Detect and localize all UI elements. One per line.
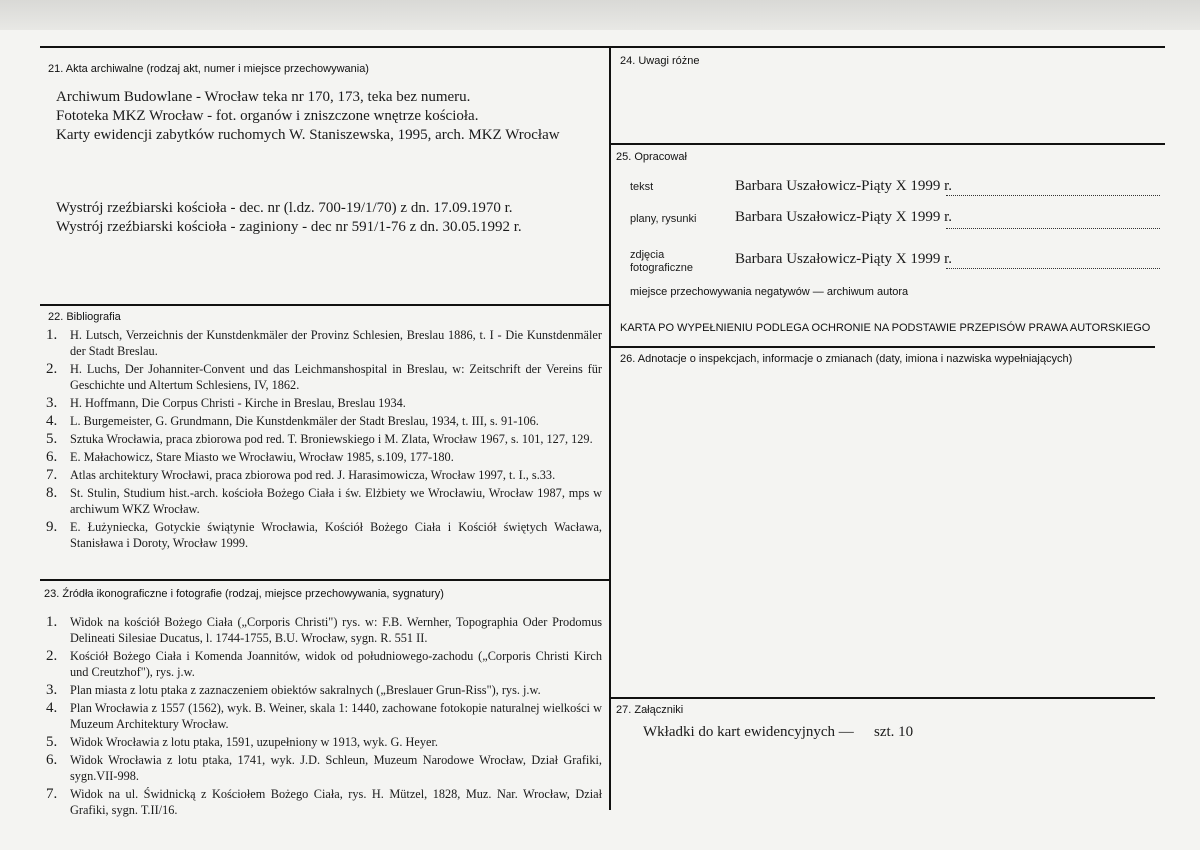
list-item: [46, 682, 602, 698]
list-item: [46, 614, 602, 646]
divider-25-26: [610, 346, 1155, 348]
author-row-value: Barbara Uszałowicz-Piąty X 1999 r.: [735, 251, 953, 267]
author-row-value: Barbara Uszałowicz-Piąty X 1999 r.: [735, 178, 953, 194]
divider-26-27: [610, 697, 1155, 699]
decision-line-1: Wystrój rzeźbiarski kościoła - dec. nr (l.dz. 700-19/1/70) z dn. 17.09.1970 r.: [56, 200, 513, 216]
list-item: [46, 449, 602, 465]
author-row-label: zdjęcia: [630, 249, 665, 261]
scanner-top-band: [0, 0, 1200, 31]
item-text: Sztuka Wrocławia, praca zbiorowa pod red. T. Broniewskiego i M. Zlata, Wrocław 1967, s. 101, 127, 129.: [70, 432, 593, 446]
column-divider: [609, 46, 611, 810]
item-number: 3.: [46, 395, 58, 411]
dotted-line: [946, 268, 1160, 269]
item-number: 1.: [46, 614, 58, 630]
section-23-header: 23. Źródła ikonograficzne i fotografie (rodzaj, miejsce przechowywania, sygnatury): [44, 588, 444, 600]
item-number: 8.: [46, 485, 58, 501]
author-row-text: [616, 178, 1160, 204]
attachments-count: szt. 10: [874, 724, 914, 740]
item-text: Widok na kościół Bożego Ciała („Corporis Christi") rys. w: F.B. Wernher, Topographia Oder Prodomus Delineati Silesiae Ducatus, l. 1744-1755, B.U. Wrocław, sygn. R. 551 II.: [70, 615, 602, 645]
item-text: Widok Wrocławia z lotu ptaka, 1741, wyk. J.D. Schleun, Muzeum Narodowe Wrocław, Dział Grafiki, sygn.VII-998.: [70, 753, 602, 783]
author-row-plans: [616, 209, 1160, 235]
item-number: 4.: [46, 700, 58, 716]
bibliography-list: [46, 327, 602, 553]
section-21-header: 21. Akta archiwalne (rodzaj akt, numer i miejsce przechowywania): [48, 63, 369, 75]
attachments-text: Wkładki do kart ewidencyjnych —: [643, 724, 854, 740]
section-22-header: 22. Bibliografia: [48, 311, 121, 323]
list-item: [46, 519, 602, 551]
item-text: Kościół Bożego Ciała i Komenda Joannitów, widok od południowego-zachodu („Corporis Christi Kirch und Creutzhof"), rys. j.w.: [70, 649, 602, 679]
item-text: Widok na ul. Świdnicką z Kościołem Bożego Ciała, rys. H. Mützel, 1828, Muz. Nar. Wrocław, Dział Grafiki, sygn. T.II/16.: [70, 787, 602, 817]
archive-line-1: Archiwum Budowlane - Wrocław teka nr 170, 173, teka bez numeru.: [56, 89, 471, 105]
author-row-label-2: fotograficzne: [630, 262, 693, 274]
item-number: 5.: [46, 431, 58, 447]
decision-line-2: Wystrój rzeźbiarski kościoła - zaginiony - dec nr 591/1-76 z dn. 30.05.1992 r.: [56, 219, 522, 235]
copyright-notice: KARTA PO WYPEŁNIENIU PODLEGA OCHRONIE NA PODSTAWIE PRZEPISÓW PRAWA AUTORSKIEGO: [620, 322, 1151, 334]
section-25-header: 25. Opracował: [616, 151, 687, 163]
author-row-label: tekst: [630, 181, 654, 193]
item-text: Plan miasta z lotu ptaka z zaznaczeniem obiektów sakralnych („Breslauer Grun-Riss"), rys. j.w.: [70, 683, 541, 697]
item-text: Atlas architektury Wrocławi, praca zbiorowa pod red. J. Harasimowicza, Wrocław 1997, t. I., s.33.: [70, 468, 556, 482]
author-row-value: Barbara Uszałowicz-Piąty X 1999 r.: [735, 209, 953, 225]
dotted-line: [946, 228, 1160, 229]
author-row-label: plany, rysunki: [630, 213, 697, 225]
item-number: 2.: [46, 361, 58, 377]
item-number: 5.: [46, 734, 58, 750]
iconography-list: [46, 614, 602, 820]
list-item: [46, 752, 602, 784]
item-number: 7.: [46, 467, 58, 483]
list-item: [46, 467, 602, 483]
section-27-header: 27. Załączniki: [616, 704, 684, 716]
item-number: 1.: [46, 327, 58, 343]
list-item: [46, 485, 602, 517]
dotted-line: [946, 195, 1160, 196]
list-item: [46, 648, 602, 680]
item-text: H. Lutsch, Verzeichnis der Kunstdenkmäler der Provinz Schlesien, Breslau 1886, t. I - Die Kunstdenmäler der Stadt Breslau.: [70, 328, 602, 358]
list-item: [46, 786, 602, 818]
list-item: [46, 327, 602, 359]
list-item: [46, 395, 602, 411]
divider-21-22: [40, 304, 610, 306]
item-number: 9.: [46, 519, 58, 535]
item-number: 4.: [46, 413, 58, 429]
divider-22-23: [40, 579, 610, 581]
divider-24-25: [610, 143, 1165, 145]
section-26-header: 26. Adnotacje o inspekcjach, informacje o zmianach (daty, imiona i nazwiska wypełniających): [620, 353, 1073, 365]
list-item: [46, 431, 602, 447]
item-number: 6.: [46, 449, 58, 465]
item-text: E. Małachowicz, Stare Miasto we Wrocławiu, Wrocław 1985, s.109, 177-180.: [70, 450, 454, 464]
item-number: 3.: [46, 682, 58, 698]
item-text: H. Hoffmann, Die Corpus Christi - Kirche in Breslau, Breslau 1934.: [70, 396, 406, 410]
item-text: L. Burgemeister, G. Grundmann, Die Kunstdenkmäler der Stadt Breslau, 1934, t. III, s. 91-106.: [70, 414, 539, 428]
author-row-photos: [616, 249, 1160, 275]
item-text: H. Luchs, Der Johanniter-Convent und das Leichmanshospital in Breslau, w: Zeitschrift der Vereins für Geschichte und Altertum Schlesiens, IV, 1862.: [70, 362, 602, 392]
section-24-header: 24. Uwagi różne: [620, 55, 700, 67]
top-border-line: [40, 46, 1165, 48]
item-number: 7.: [46, 786, 58, 802]
archive-line-3: Karty ewidencji zabytków ruchomych W. Staniszewska, 1995, arch. MKZ Wrocław: [56, 127, 560, 143]
list-item: [46, 361, 602, 393]
item-text: E. Łużyniecka, Gotyckie świątynie Wrocławia, Kościół Bożego Ciała i Kościół świętych Wacława, Stanisława i Doroty, Wrocław 1999.: [70, 520, 602, 550]
list-item: [46, 700, 602, 732]
item-text: Widok Wrocławia z lotu ptaka, 1591, uzupełniony w 1913, wyk. G. Heyer.: [70, 735, 438, 749]
item-number: 6.: [46, 752, 58, 768]
list-item: [46, 734, 602, 750]
list-item: [46, 413, 602, 429]
item-text: St. Stulin, Studium hist.-arch. kościoła Bożego Ciała i św. Elżbiety we Wrocławiu, Wrocław 1987, mps w archiwum WKZ Wrocław.: [70, 486, 602, 516]
archive-line-2: Fototeka MKZ Wrocław - fot. organów i zniszczone wnętrze kościoła.: [56, 108, 479, 124]
negatives-location: miejsce przechowywania negatywów — archiwum autora: [630, 286, 909, 298]
item-text: Plan Wrocławia z 1557 (1562), wyk. B. Weiner, skala 1: 1440, zachowane fotokopie naturalnej wielkości w Muzeum Architektury Wrocław.: [70, 701, 602, 731]
item-number: 2.: [46, 648, 58, 664]
